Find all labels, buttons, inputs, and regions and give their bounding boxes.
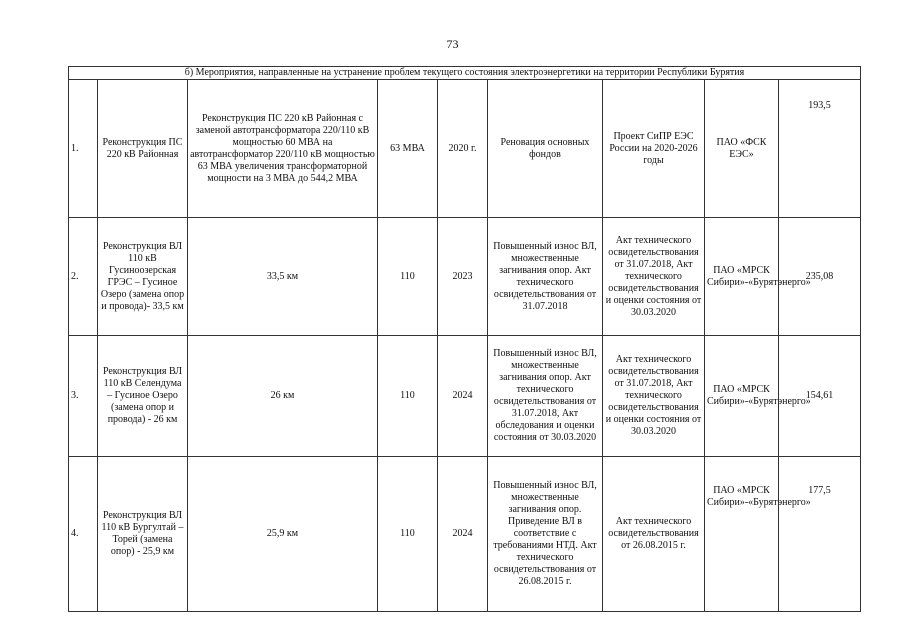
year-cell: 2020 г. bbox=[438, 80, 488, 218]
length-cell: 26 км bbox=[188, 336, 378, 457]
capacity-cell: 63 МВА bbox=[378, 80, 438, 218]
table-row bbox=[69, 457, 861, 612]
owner-cell: ПАО «МРСК Сибири»-«Бурятэнерго» bbox=[705, 457, 779, 612]
row-number: 3. bbox=[69, 336, 98, 457]
page-number: 73 bbox=[446, 37, 459, 51]
row-number: 4. bbox=[69, 457, 98, 612]
document-cell: Проект СиПР ЕЭС России на 2020-2026 годы bbox=[603, 80, 705, 218]
reason-cell: Повышенный износ ВЛ, множественные загнивания опор. Акт технического освидетельствования от 31.07.2018, Акт обследования и оценки состояния от 30.03.2020 bbox=[488, 336, 603, 457]
description-cell: Реконструкция ПС 220 кВ Районная с заменой автотрансформатора 220/110 кВ мощностью 60 МВА на автотрансформатор 220/110 кВ мощностью 63 МВА увеличения трансформаторной мощности на 3 МВА до 544,2 МВА bbox=[188, 80, 378, 218]
row-number: 1. bbox=[69, 80, 98, 218]
table-row bbox=[69, 336, 861, 457]
length-cell: 33,5 км bbox=[188, 218, 378, 336]
year-cell: 2023 bbox=[438, 218, 488, 336]
owner-cell: ПАО «МРСК Сибири»-«Бурятэнерго» bbox=[705, 336, 779, 457]
reason-cell: Повышенный износ ВЛ, множественные загнивания опор. Приведение ВЛ в соответствие с требованиями НТД. Акт технического освидетельствования от 26.08.2015 г. bbox=[488, 457, 603, 612]
object-name: Реконструкция ВЛ 110 кВ Селендума – Гусиное Озеро (замена опор и провода) - 26 км bbox=[98, 336, 188, 457]
measures-table bbox=[68, 66, 861, 612]
year-cell: 2024 bbox=[438, 457, 488, 612]
document-cell: Акт технического освидетельствования от 31.07.2018, Акт технического освидетельствования и оценки состояния от 30.03.2020 bbox=[603, 218, 705, 336]
object-name: Реконструкция ВЛ 110 кВ Гусиноозерская ГРЭС – Гусиное Озеро (замена опор и провода)- 33,5 км bbox=[98, 218, 188, 336]
voltage-cell: 110 bbox=[378, 218, 438, 336]
cost-cell: 193,5 bbox=[779, 80, 861, 218]
table-row bbox=[69, 80, 861, 218]
section-header: б) Мероприятия, направленные на устранение проблем текущего состояния электроэнергетики на территории Республики Бурятия bbox=[69, 67, 861, 80]
reason-cell: Повышенный износ ВЛ, множественные загнивания опор. Акт технического освидетельствования от 31.07.2018 bbox=[488, 218, 603, 336]
voltage-cell: 110 bbox=[378, 457, 438, 612]
voltage-cell: 110 bbox=[378, 336, 438, 457]
length-cell: 25,9 км bbox=[188, 457, 378, 612]
document-cell: Акт технического освидетельствования от 26.08.2015 г. bbox=[603, 457, 705, 612]
cost-cell: 235,08 bbox=[779, 218, 861, 336]
year-cell: 2024 bbox=[438, 336, 488, 457]
row-number: 2. bbox=[69, 218, 98, 336]
object-name: Реконструкция ПС 220 кВ Районная bbox=[98, 80, 188, 218]
table-row bbox=[69, 218, 861, 336]
owner-cell: ПАО «МРСК Сибири»-«Бурятэнерго» bbox=[705, 218, 779, 336]
cost-cell: 154,61 bbox=[779, 336, 861, 457]
cost-cell: 177,5 bbox=[779, 457, 861, 612]
object-name: Реконструкция ВЛ 110 кВ Бургултай – Торей (замена опор) - 25,9 км bbox=[98, 457, 188, 612]
document-cell: Акт технического освидетельствования от 31.07.2018, Акт технического освидетельствования и оценки состояния от 30.03.2020 bbox=[603, 336, 705, 457]
owner-cell: ПАО «ФСК ЕЭС» bbox=[705, 80, 779, 218]
reason-cell: Реновация основных фондов bbox=[488, 80, 603, 218]
